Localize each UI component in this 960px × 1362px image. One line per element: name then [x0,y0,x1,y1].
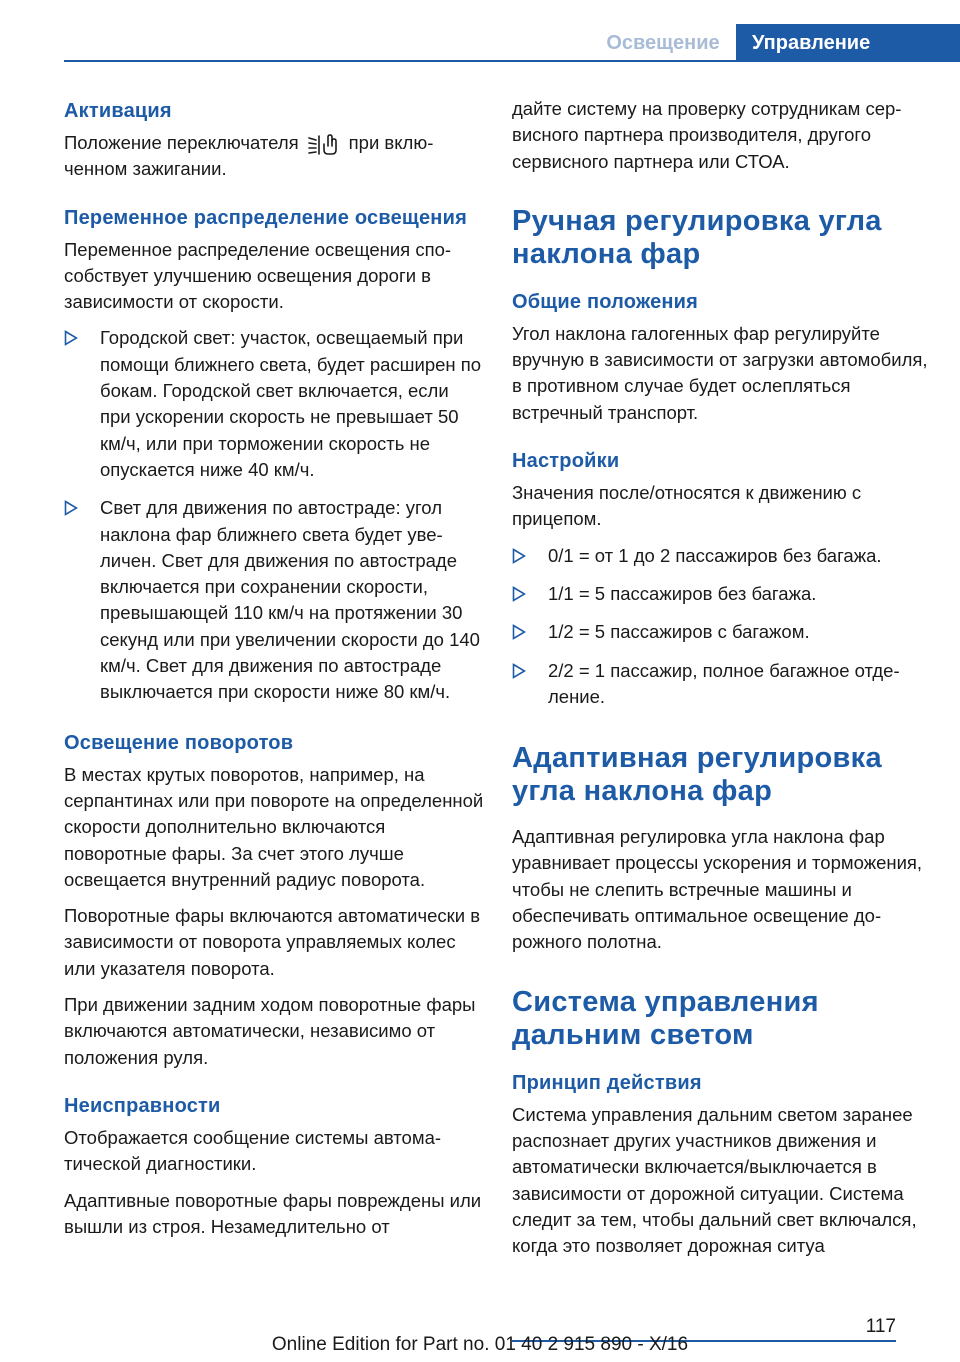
adaptive-range-heading: Адаптивная регулировка угла наклона фар [512,742,882,808]
general-heading: Общие положения [512,290,699,313]
activation-text-after: при включенном зажигании. [64,132,434,180]
list-item-text: 0/1 = от 1 до 2 пассажиров без багажа. [548,544,882,566]
list-item-text: 1/1 = 5 пассажиров без багажа. [548,582,817,604]
list-item [64,495,484,705]
malfunction-paragraph-2: Адаптивные поворотные фары повреждены или вышли из строя. Незамедлительно от [64,1189,482,1237]
malfunction-paragraph-1: Отображается сообщение системы автоматической диагностики. [64,1126,442,1175]
triangle-bullet-icon [512,624,526,640]
high-beam-heading: Система управления дальним светом [512,985,819,1051]
variable-light-heading: Переменное распределение освещения [64,206,467,229]
list-item [512,658,932,711]
list-item-text: 1/2 = 5 пассажиров с багажом. [548,621,810,643]
general-text: Угол наклона галогенных фар регулируйте вручную в зависимости от загрузки автомобиля, в противном случае будет ослепляться встречный транспорт. [512,322,928,423]
malfunction-heading: Неисправности [64,1094,221,1117]
triangle-bullet-icon [64,500,78,516]
left-column [64,96,484,1250]
page-number: 117 [865,1316,896,1337]
activation-text [64,130,484,183]
triangle-bullet-icon [64,330,78,346]
cornering-paragraph-1: В местах крутых поворотов, например, на серпантинах или при повороте на определенной скорости дополнительно включаются поворотные фары. За счет этого лучше освещается внутренний радиус поворота. [64,763,484,890]
header-chapter-tab[interactable]: Управление [736,24,960,62]
adaptive-range-text: Адаптивная регулировка угла наклона фар уравнивает процессы ускорения и торможения, чтобы не слепить встречные машины и обеспечивать оптимальное освещение дорожного полотна. [512,826,923,953]
list-item-text: 2/2 = 1 пассажир, полное багажное отделение. [548,659,900,707]
light-switch-auto-icon [307,132,341,156]
continuation-text: дайте систему на проверку сотрудникам сервисного партнера производителя, другого сервисного партнера или СТОА. [512,98,902,172]
list-item [64,325,484,483]
settings-text: Значения после/относятся к движению с прицепом. [512,482,862,530]
principle-heading: Принцип действия [512,1071,702,1094]
list-item-text: Городской свет: участок, освещаемый при помощи ближнего света, будет расширен по бокам. Городской свет включается, если при ускорении скорость не превышает 50 км/ч, или при торможении скорость не опускается ниже 40 км/ч. [100,327,482,480]
list-item-text: Свет для движения по автостраде: угол наклона фар ближнего света будет увеличен. Свет для движения по автостраде включается при сохранении скорости, превышающей 110 км/ч на протяжении 30 секунд или при увеличении скорости до 140 км/ч. Свет для движения по автостраде выключается при скорости ниже 80 км/ч. [100,497,480,703]
cornering-heading: Освещение поворотов [64,731,294,754]
variable-light-list [64,325,484,705]
triangle-bullet-icon [512,663,526,679]
cornering-paragraph-2: Поворотные фары включаются автоматически в зависимости от поворота управляемых колес или указателя поворота. [64,905,481,979]
settings-list [512,543,932,710]
list-item [512,619,932,645]
footer-edition: Online Edition for Part no. 01 40 2 915 890 - X/16 [271,1334,689,1355]
header-section-tab[interactable]: Освещение [606,32,720,54]
settings-heading: Настройки [512,450,620,473]
list-item [512,543,932,569]
principle-text: Система управления дальним светом заранее распознает других участников движения и автоматически включается/выключается в зависимости от дорожной ситуации. Система следит за тем, чтобы дальний свет включался, когда это позволяет дорожная ситуа [512,1103,917,1257]
manual-range-heading: Ручная регулировка угла наклона фар [512,204,882,270]
list-item [512,581,932,607]
activation-text-before: Положение переключателя [64,132,299,153]
triangle-bullet-icon [512,548,526,564]
right-column [512,96,932,1269]
variable-light-intro: Переменное распределение освещения способствует улучшению освещения дороги в зависимости от скорости. [64,238,452,313]
activation-heading: Активация [64,100,172,122]
triangle-bullet-icon [512,586,526,602]
cornering-paragraph-3: При движении задним ходом поворотные фары включаются автоматически, независимо от положения руля. [64,994,476,1068]
